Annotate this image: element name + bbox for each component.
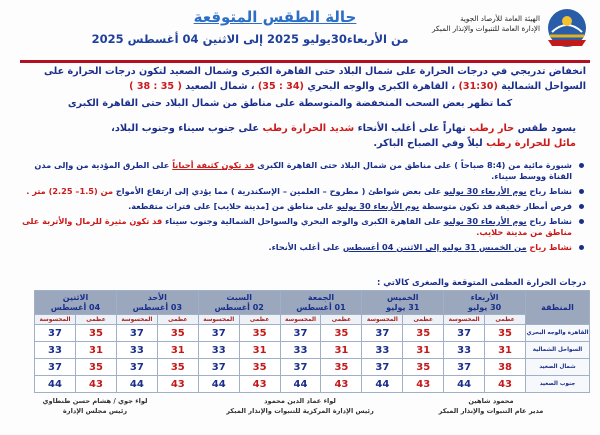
p3-mild-humid: مائل للحرارة رطب — [486, 138, 576, 149]
bullet-highlight: قد تكون كثيفة أحياناً — [172, 160, 255, 170]
max-label: عظمى — [403, 315, 444, 325]
org-line-1: الهيئة العامة للأرصاد الجوية — [460, 14, 540, 23]
page-title: حالة الطقس المتوقعة — [193, 8, 357, 26]
p1-coast-range: (31:30) — [458, 81, 498, 92]
table-caption: درجات الحرارة العظمى المتوقعة والصغرى كالاتي : — [377, 277, 586, 287]
max-label: عظمى — [485, 315, 526, 325]
signature-role: رئيس مجلس الإدارة — [62, 407, 128, 415]
max-temp-cell: 35 — [403, 359, 444, 376]
feels-like-cell: 37 — [198, 359, 239, 376]
table-row — [35, 376, 590, 393]
max-label: عظمى — [321, 315, 362, 325]
feels-like-label: المحسوسة — [35, 315, 76, 325]
p3-text-g: ليلاً وفي الصباح الباكر. — [373, 138, 483, 149]
feels-like-label: المحسوسة — [198, 315, 239, 325]
max-temp-cell: 31 — [321, 342, 362, 359]
bullet-text: شبورة مائية من (8:4 صباحاً ) على مناطق من شمال البلاد حتى القاهرة الكبرى — [257, 160, 572, 170]
organization-name — [390, 14, 540, 34]
region-header: المنطقة — [526, 291, 590, 325]
feels-like-cell: 37 — [362, 325, 403, 342]
bullet-text: على مناطق من [مدينة حلايب] على فترات متقطعة. — [128, 201, 334, 211]
list-item — [12, 160, 586, 182]
max-label: عظمى — [239, 315, 280, 325]
org-line-2: الإدارة العامة للتنبوات والإنذار المبكر — [431, 24, 540, 33]
table-body — [35, 325, 590, 393]
p3-very-hot: شديد الحرارة رطب — [262, 123, 355, 134]
bullet-text: نشاط رياح — [529, 186, 572, 196]
max-temp-cell: 43 — [321, 376, 362, 393]
feels-like-cell: 44 — [280, 376, 321, 393]
feels-like-cell: 44 — [444, 376, 485, 393]
meteorological-authority-logo-icon — [544, 6, 590, 50]
feels-like-cell: 37 — [280, 359, 321, 376]
feels-like-cell: 37 — [35, 359, 76, 376]
p3-text-e: على جنوب سيناء وجنوب البلاد، — [111, 123, 260, 134]
clouds-paragraph: كما تظهر بعض السحب المنخفضة والمتوسطة على مناطق من شمال البلاد حتى القاهرة الكبرى — [67, 98, 513, 109]
p3-hot-humid: حار رطب — [469, 123, 515, 134]
feels-like-cell: 37 — [198, 325, 239, 342]
max-temp-cell: 31 — [76, 342, 117, 359]
max-temp-cell: 35 — [403, 325, 444, 342]
list-item — [12, 201, 586, 212]
p3-text-a: يسود طقس — [517, 123, 576, 134]
bullet-text: على أغلب الأنحاء. — [268, 242, 341, 252]
feels-like-cell: 44 — [362, 376, 403, 393]
table-subheader-row — [35, 315, 590, 325]
forecast-period: من الأربعاء30يوليو 2025 إلى الاثنين 04 أغسطس 2025 — [91, 32, 409, 46]
max-temp-cell: 43 — [76, 376, 117, 393]
feels-like-label: المحسوسة — [280, 315, 321, 325]
bullet-text: على بعض شواطئ ( مطروح – العلمين – الإسكندرية ) مما يؤدي إلى ارتفاع الأمواج — [115, 186, 442, 196]
signature-name: لواء جوي / هشام حسن طنطاوي — [42, 397, 148, 405]
bullet-text: على الطرق المؤدية من وإلى مدن القناة ووسط سيناء. — [34, 160, 572, 181]
feels-like-cell: 37 — [35, 325, 76, 342]
max-label: عظمى — [157, 315, 198, 325]
bullet-text: فرص أمطار خفيفة قد تكون متوسطة — [422, 201, 572, 211]
temperature-drop-paragraph — [14, 64, 586, 94]
day-header: الخميس 31 يوليو — [362, 291, 444, 315]
list-item — [12, 186, 586, 197]
max-temp-cell: 43 — [485, 376, 526, 393]
max-temp-cell: 35 — [321, 325, 362, 342]
bullet-text: نشاط رياح — [529, 216, 572, 226]
weather-summary-paragraph — [14, 121, 576, 151]
p1-text-c: ، القاهرة الكبرى والوجه البحري — [307, 81, 456, 92]
max-temp-cell: 35 — [239, 359, 280, 376]
max-temp-cell: 35 — [76, 359, 117, 376]
bullet-highlight: قد تكون مثيرة للرمال والأتربة على مناطق من مدينة حلايب. — [22, 216, 572, 237]
bullet-highlight: من الخميس 31 يوليو إلى الاثنين 04 أغسطس — [342, 242, 527, 252]
list-item — [12, 242, 586, 253]
day-header: الأربعاء 30 يوليو — [444, 291, 526, 315]
feels-like-cell: 44 — [198, 376, 239, 393]
signature-general-manager — [406, 396, 576, 416]
p1-upper-range: ( 35 : 38 ) — [129, 81, 182, 92]
bullet-highlight: نشاط رياح — [529, 242, 572, 252]
signature-role: رئيس الإدارة المركزية للتنبوات والإنذار المبكر — [226, 407, 374, 415]
day-header: السبت 02 أغسطس — [198, 291, 280, 315]
day-header: الأحد 03 أغسطس — [116, 291, 198, 315]
signature-name: لواء عماد الدين محمود — [264, 397, 336, 405]
max-temp-cell: 35 — [485, 325, 526, 342]
bullet-highlight: يوم الأربعاء 30 يوليو — [336, 201, 420, 211]
feels-like-cell: 33 — [444, 342, 485, 359]
region-cell: جنوب الصعيد — [526, 376, 590, 393]
max-temp-cell: 43 — [403, 376, 444, 393]
feels-like-cell: 33 — [362, 342, 403, 359]
max-temp-cell: 35 — [157, 359, 198, 376]
p3-text-c: نهاراً على أغلب الأنحاء — [357, 123, 466, 134]
feels-like-cell: 33 — [116, 342, 157, 359]
day-header: الاثنين 04 أغسطس — [35, 291, 117, 315]
max-temp-cell: 35 — [157, 325, 198, 342]
region-cell: القاهرة والوجه البحري — [526, 325, 590, 342]
list-item — [12, 216, 586, 238]
header-divider — [20, 60, 590, 63]
forecast-bullets — [12, 160, 586, 257]
max-temp-cell: 31 — [157, 342, 198, 359]
max-temp-cell: 35 — [321, 359, 362, 376]
bullet-highlight: يوم الأربعاء 30 يوليو — [444, 216, 527, 226]
bullet-highlight: من (1.5– 2.25) متر . — [26, 186, 114, 196]
bullet-highlight: يوم الأربعاء 30 يوليو — [444, 186, 527, 196]
day-header: الجمعة 01 أغسطس — [280, 291, 362, 315]
feels-like-cell: 33 — [35, 342, 76, 359]
signature-role: مدير عام التنبوات والإنذار المبكر — [438, 407, 544, 415]
feels-like-cell: 37 — [280, 325, 321, 342]
feels-like-cell: 37 — [444, 325, 485, 342]
table-row — [35, 342, 590, 359]
feels-like-label: المحسوسة — [444, 315, 485, 325]
max-label: عظمى — [76, 315, 117, 325]
signature-chairman — [10, 396, 180, 416]
max-temp-cell: 35 — [239, 325, 280, 342]
p1-cairo-range: (34 : 35) — [257, 81, 304, 92]
feels-like-cell: 37 — [362, 359, 403, 376]
temperature-table — [34, 290, 590, 393]
feels-like-cell: 37 — [444, 359, 485, 376]
feels-like-label: المحسوسة — [362, 315, 403, 325]
table-row — [35, 359, 590, 376]
table-header-row — [35, 291, 590, 315]
max-temp-cell: 31 — [403, 342, 444, 359]
table-row — [35, 325, 590, 342]
max-temp-cell: 38 — [485, 359, 526, 376]
feels-like-cell: 37 — [116, 359, 157, 376]
feels-like-label: المحسوسة — [116, 315, 157, 325]
region-cell: شمال الصعيد — [526, 359, 590, 376]
document-header — [10, 6, 590, 58]
bullet-text: على القاهرة الكبرى والوجه البحري والسواحل الشمالية وجنوب سيناء — [165, 216, 442, 226]
feels-like-cell: 37 — [116, 325, 157, 342]
max-temp-cell: 43 — [157, 376, 198, 393]
feels-like-cell: 33 — [198, 342, 239, 359]
feels-like-cell: 44 — [116, 376, 157, 393]
signature-name: محمود شاهين — [468, 397, 514, 405]
signature-central-head — [215, 396, 385, 416]
region-cell: السواحل الشمالية — [526, 342, 590, 359]
feels-like-cell: 44 — [35, 376, 76, 393]
max-temp-cell: 31 — [239, 342, 280, 359]
p1-text-a: انخفاض تدريجي في درجات الحرارة على شمال البلاد حتى القاهرة الكبرى وشمال الصعيد لتكون درجات الحرارة على السواحل الشمالية — [43, 66, 586, 92]
max-temp-cell: 43 — [239, 376, 280, 393]
max-temp-cell: 35 — [76, 325, 117, 342]
max-temp-cell: 31 — [485, 342, 526, 359]
p1-text-e: ، شمال الصعيد — [185, 81, 255, 92]
feels-like-cell: 33 — [280, 342, 321, 359]
